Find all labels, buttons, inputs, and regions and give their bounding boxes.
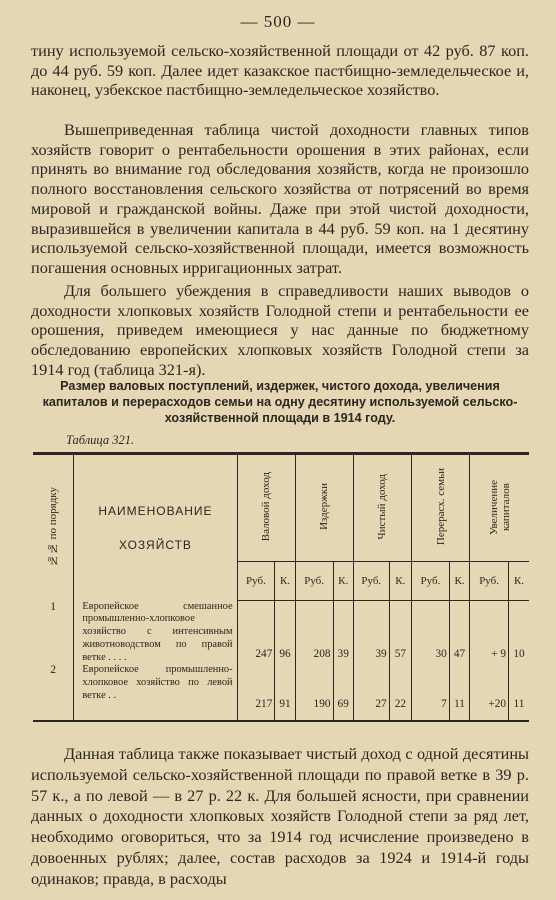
unit-kop: К. xyxy=(509,562,530,601)
header-gross xyxy=(237,454,295,562)
costs-kop: 69 xyxy=(333,664,353,721)
costs-rub: 208 xyxy=(295,601,333,665)
header-name xyxy=(74,454,237,601)
row-index: 2 xyxy=(50,664,57,677)
header-index xyxy=(33,454,74,601)
unit-kop: К. xyxy=(389,562,411,601)
table-caption: Размер валовых поступлений, издержек, чистого дохода, увеличения капиталов и перерасходов семьи на одну десятину используемой сельско-хозяйственной площади в 1914 году. xyxy=(42,379,518,425)
header-capital xyxy=(470,454,529,562)
net-kop: 57 xyxy=(389,601,411,665)
unit-rub: Руб. xyxy=(470,562,509,601)
header-capital-label: Увеличение капиталов xyxy=(487,479,512,535)
page-number: — 500 — xyxy=(240,12,316,31)
net-rub: 39 xyxy=(353,601,389,665)
header-costs-label: Издержки xyxy=(318,483,331,530)
capital-kop: 11 xyxy=(509,664,530,721)
gross-rub: 217 xyxy=(237,664,275,721)
row-name: Европейское промышленно-хлопковое хозяйство по левой ветке . . xyxy=(74,664,237,721)
table-label: Таблица 321. xyxy=(66,433,135,447)
budget-table xyxy=(33,452,529,722)
table-row xyxy=(33,601,529,665)
unit-kop: К. xyxy=(449,562,469,601)
row-index: 1 xyxy=(50,600,57,613)
net-kop: 22 xyxy=(389,664,411,721)
paragraph-3: Для большего убеждения в справедливости наших выводов о доходности хлопковых хозяйств Голодной степи и рентабельности ее орошения, приведем имеющиеся у нас данные по бюджетному обследованию европейских хлопковых хозяйств Голодной степи за 1914 год (таблица 321-я). xyxy=(31,281,529,379)
table-row xyxy=(33,664,529,721)
header-gross-label: Валовой доход xyxy=(260,471,273,542)
overspend-rub: 7 xyxy=(412,664,450,721)
header-costs xyxy=(295,454,353,562)
capital-rub: + 9 xyxy=(470,601,509,665)
overspend-kop: 11 xyxy=(449,664,469,721)
capital-kop: 10 xyxy=(509,601,530,665)
costs-kop: 39 xyxy=(333,601,353,665)
row-name: Европейское смешанное промышленно-хлопковое хозяйство с интенсивным животноводством по правой ветке . . . . xyxy=(74,601,237,665)
paragraph-4: Данная таблица также показывает чистый доход с одной десятины используемой сельско-хозяйственной площади по правой ветке в 39 р. 57 к., а по левой — в 27 р. 22 к. Для большей ясности, при сравнении данных о доходности хлопковых хозяйств Голодной степи за ряд лет, необходимо оговориться, что за 1914 год исчисление произведено в довоенных рублях; далее, состав расходов за 1924 и 1914-й годы одинаков; правда, в расходы xyxy=(31,744,529,888)
unit-kop: К. xyxy=(275,562,295,601)
overspend-rub: 30 xyxy=(412,601,450,665)
gross-rub: 247 xyxy=(237,601,275,665)
paragraph-1: тину используемой сельско-хозяйственной площади от 42 руб. 87 коп. до 44 руб. 59 коп. Далее идет казакское пастбищно-земледельческое и, наконец, узбекское пастбищно-земледельческое хозяйство. xyxy=(31,41,529,100)
costs-rub: 190 xyxy=(295,664,333,721)
header-name-label: НАИМЕНОВАНИЕ ХОЗЯЙСТВ xyxy=(98,503,213,552)
paragraph-2: Вышеприведенная таблица чистой доходности главных типов хозяйств говорит о рентабельности орошения в этих районах, если принять во внимание год обследования хозяйств, когда не произошло полного восстановления сельского хозяйства от потрясений во время мировой и гражданской войны. Даже при этой чистой доходности, выразившейся в увеличении капитала в 44 руб. 59 коп. на 1 десятину используемой сельско-хозяйственной площади, имеется возможность погашения основных ирригационных затрат. xyxy=(31,120,529,277)
header-net xyxy=(353,454,411,562)
header-net-label: Чистый доход xyxy=(376,473,389,540)
overspend-kop: 47 xyxy=(449,601,469,665)
unit-rub: Руб. xyxy=(237,562,275,601)
unit-rub: Руб. xyxy=(295,562,333,601)
header-index-label: №№ по порядку xyxy=(47,486,60,566)
gross-kop: 91 xyxy=(275,664,295,721)
table-header-row xyxy=(33,454,529,562)
capital-rub: +20 xyxy=(470,664,509,721)
gross-kop: 96 xyxy=(275,601,295,665)
header-overspend-label: Перерасх. семьи xyxy=(434,467,447,546)
header-overspend xyxy=(412,454,470,562)
unit-rub: Руб. xyxy=(353,562,389,601)
net-rub: 27 xyxy=(353,664,389,721)
unit-kop: К. xyxy=(333,562,353,601)
unit-rub: Руб. xyxy=(412,562,450,601)
